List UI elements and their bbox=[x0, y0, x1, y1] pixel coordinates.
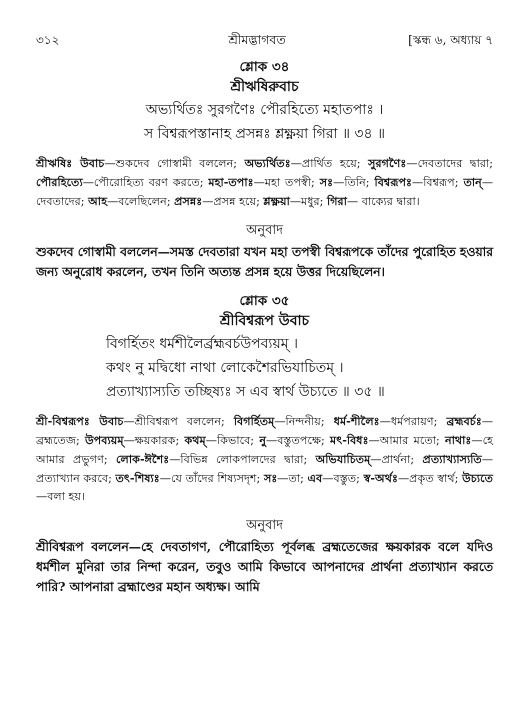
verse-35-translation-title: অনুবাদ bbox=[246, 517, 283, 533]
synonym-meaning: —শ্রীবিশ্বরূপ বললেন; bbox=[123, 414, 234, 428]
verse-35-line-2: কথং নু মদ্বিধো নাথা লোকেশৈরভিযাচিতম্ । bbox=[106, 359, 344, 376]
synonym-term: শ্রী-বিশ্বরূপঃ উবাচ bbox=[36, 413, 124, 428]
synonym-term: বিগর্হিতম্ bbox=[233, 413, 275, 428]
synonym-meaning: —পৌরোহিত্য বরণ করতে; bbox=[82, 176, 209, 190]
synonym-meaning: —প্রসন্ন হয়ে; bbox=[202, 195, 264, 209]
synonym-meaning: —প্রকৃত স্বার্থ; bbox=[397, 472, 463, 486]
synonym-meaning: —ক্ষয়কারক; bbox=[123, 433, 185, 447]
verse-35-synonyms bbox=[36, 412, 493, 507]
synonym-meaning: —মধুর; bbox=[289, 195, 328, 209]
verse-34-speaker: শ্রীঋষিরুবাচ bbox=[230, 79, 299, 95]
synonym-term: উপব্যয়ম্ bbox=[84, 432, 124, 447]
synonym-meaning: —মহা তপস্বী; bbox=[253, 176, 320, 190]
verse-34-heading: শ্লোক ৩৪ bbox=[239, 59, 290, 75]
synonym-meaning: —বস্তুতপক্ষে; bbox=[266, 433, 331, 447]
synonym-term: শ্রীঋষিঃ উবাচ bbox=[36, 156, 105, 170]
synonym-term: আহ bbox=[88, 194, 108, 209]
synonym-term: নু bbox=[259, 432, 267, 447]
synonym-meaning: — বাক্যের দ্বারা। bbox=[346, 195, 420, 209]
synonym-meaning: —আমার মতো; bbox=[368, 433, 446, 447]
synonym-term: ব্রহ্মবর্চঃ bbox=[446, 413, 482, 428]
synonym-term: মহা-তপাঃ bbox=[208, 175, 254, 190]
page-header bbox=[36, 30, 493, 50]
synonym-term: নাথাঃ bbox=[445, 432, 472, 447]
synonym-meaning: —প্রার্থনা; bbox=[370, 453, 423, 467]
synonym-meaning: —তা; bbox=[277, 472, 308, 486]
synonym-term: পৌরহিত্যে bbox=[36, 175, 83, 190]
synonym-meaning: —নিন্দনীয়; bbox=[274, 414, 334, 428]
synonym-meaning: —বিভিন্ন লোকপালদের দ্বারা; bbox=[169, 453, 316, 467]
synonym-term: শ্লক্ষ্ণয়া bbox=[263, 194, 290, 209]
synonym-meaning: —দেবতাদের দ্বারা; bbox=[406, 157, 493, 170]
synonym-term: তান্ bbox=[463, 175, 482, 190]
synonym-term: এব bbox=[307, 471, 323, 486]
verse-34-translation: শুকদেব গোস্বামী বললেন—সমস্ত দেবতারা যখন মহা তপস্বী বিশ্বরূপকে তাঁদের পুরোহিত হওয়ার জন্য অনুরোধ করলেন, তখন তিনি অত্যন্ত প্রসন্ন হয়ে উত্তর দিয়েছিলেন। bbox=[36, 243, 493, 279]
book-title: শ্রীমদ্ভাগবত bbox=[228, 32, 286, 47]
synonym-term: উচ্যতে bbox=[462, 471, 493, 486]
synonym-term: অভিযাচিতম্ bbox=[315, 452, 371, 467]
synonym-term: প্রসন্নঃ bbox=[174, 194, 203, 209]
verse-35-speaker: শ্রীবিশ্বরূপ উবাচ bbox=[219, 312, 310, 329]
synonym-term: বিশ্বরূপঃ bbox=[374, 175, 413, 190]
synonym-term: সুরগণৈঃ bbox=[368, 156, 407, 170]
synonym-term: তৎ-শিষ্যঃ bbox=[115, 471, 160, 486]
synonym-meaning: —হে আমার প্রভুগণ; bbox=[36, 433, 494, 467]
synonym-term: লোক-ঈশৈঃ bbox=[116, 452, 170, 467]
verse-35-line-3: প্রত্যাখ্যাস্যতি তচ্ছিষ্যঃ স এব স্বার্থ উচ্যতে ॥ ৩৫ ॥ bbox=[106, 383, 385, 400]
synonym-term: প্রত্যাখ্যাস্যতি bbox=[422, 452, 482, 467]
verse-34-translation-title: অনুবাদ bbox=[246, 222, 283, 238]
synonym-term: গিরা bbox=[327, 194, 347, 209]
verse-34-synonyms bbox=[36, 154, 493, 212]
synonym-term: মৎ-বিধঃ bbox=[330, 432, 369, 447]
section-label: [স্কন্ধ ৬, অধ্যায় ৭ bbox=[408, 33, 493, 47]
synonym-meaning: —ব্রহ্মতেজ; bbox=[36, 414, 493, 447]
verse-35-heading: শ্লোক ৩৫ bbox=[239, 292, 290, 309]
verse-34-line-2: স বিশ্বরূপস্তানাহ প্রসন্নঃ শ্লক্ষ্ণয়া গিরা ॥ ৩৪ ॥ bbox=[143, 126, 385, 142]
verse-34-line-1: অভ্যর্থিতঃ সুরগণৈঃ পৌরহিত্যে মহাতপাঃ । bbox=[145, 102, 384, 118]
synonym-meaning: —বিশ্বরূপ; bbox=[412, 176, 464, 190]
synonym-meaning: —কিভাবে; bbox=[205, 433, 260, 447]
synonym-meaning: —বলা হয়। bbox=[36, 490, 86, 504]
synonym-meaning: —দেবতাদের; bbox=[36, 176, 493, 209]
synonym-meaning: —যে তাঁদের শিষ্যসদৃশ; bbox=[159, 472, 264, 486]
synonym-term: কথম্ bbox=[184, 432, 206, 447]
verse-35-line-1: বিগর্হিতং ধর্মশীলৈর্ব্রহ্মবর্চউপব্যয়ম্ । bbox=[106, 335, 298, 352]
synonym-term: স্ব-অর্থঃ bbox=[363, 471, 398, 486]
synonym-term: সঃ bbox=[319, 175, 334, 190]
page-number: ৩১২ bbox=[36, 33, 60, 47]
synonym-meaning: —বস্তুত; bbox=[322, 472, 364, 486]
synonym-meaning: —প্রত্যাখ্যান করবে; bbox=[36, 453, 493, 486]
synonym-meaning: —বলেছিলেন; bbox=[107, 195, 175, 209]
synonym-term: ধর্ম-শীলৈঃ bbox=[333, 413, 380, 428]
verse-35-translation: শ্রীবিশ্বরূপ বললেন—হে দেবতাগণ, পৌরোহিত্য পূর্বলব্ধ ব্রহ্মতেজের ক্ষয়কারক বলে যদিও ধর্মশীল মুনিরা তার নিন্দা করেন, তবুও আমি কিভাবে আপনাদের প্রার্থনা প্রত্যাখ্যান করতে পারি? আপনারা ব্রহ্মাণ্ডের মহান অধ্যক্ষ। আমি bbox=[36, 538, 493, 594]
synonym-term: সঃ bbox=[263, 471, 278, 486]
synonym-meaning: —শুকদেব গোস্বামী বললেন; bbox=[104, 157, 245, 170]
synonym-term: অভ্যর্থিতঃ bbox=[244, 156, 291, 170]
synonym-meaning: —প্রার্থিত হয়ে; bbox=[290, 157, 369, 170]
synonym-meaning: —তিনি; bbox=[333, 176, 375, 190]
synonym-meaning: —ধর্মপরায়ণ; bbox=[379, 414, 447, 428]
